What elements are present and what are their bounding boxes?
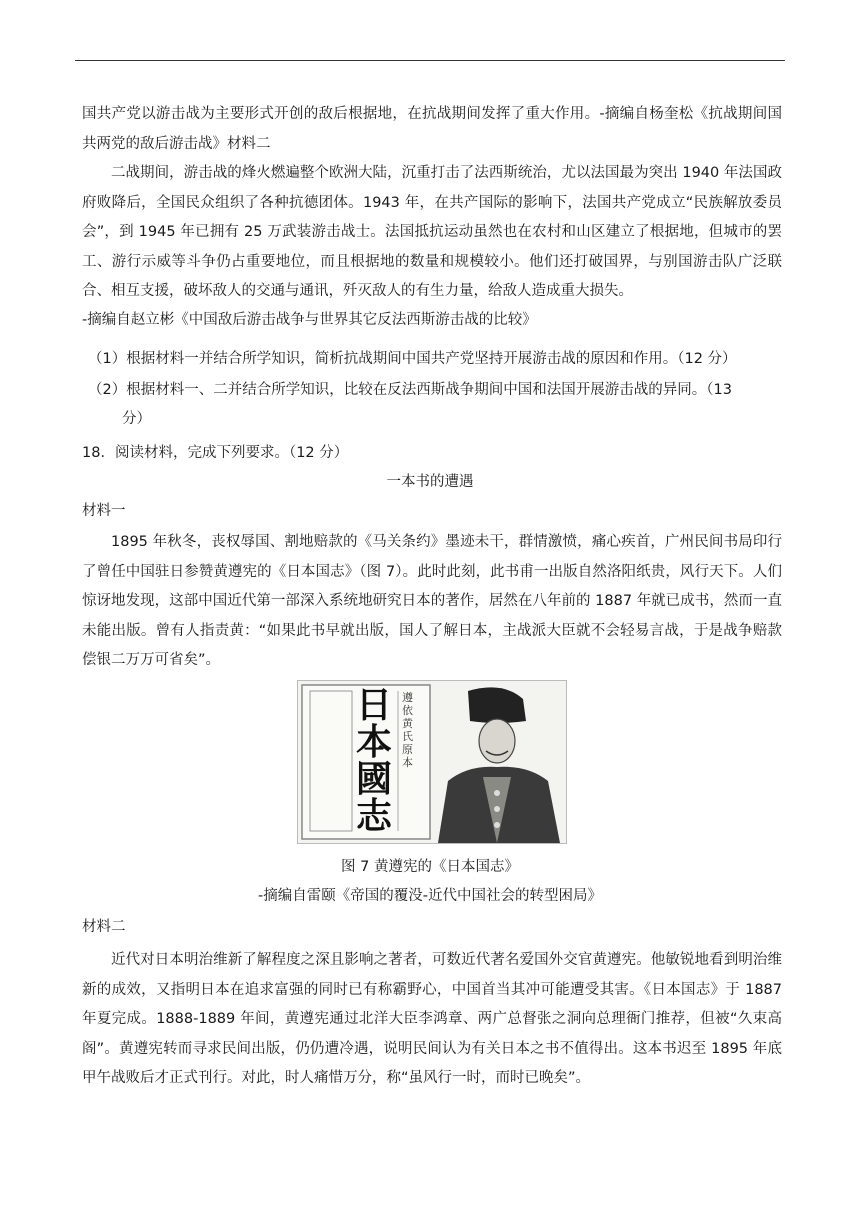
figure-source: -摘编自雷颐《帝国的覆没-近代中国社会的转型困局》 bbox=[258, 888, 602, 904]
material-two-body: 二战期间，游击战的烽火燃遍整个欧洲大陆，沉重打击了法西斯统治，尤以法国最为突出 1940 年法国政府败降后，全国民众组织了各种抗德团体。1943 年，在共产国际的影响下，法国共产党成立“民族解放委员会”，到 1945 年已拥有 25 万武装游击战士。法国抵抗运动虽然也在农村和山区建立了根据地，但城市的罢工、游行示威等斗争仍占重要地位，而且根据地的数量和规模较小。他们还打破国界，与别国游击队广泛联合、相互支援，破坏敌人的交通与通讯，歼灭敌人的有生力量，给敌人造成重大损失。 bbox=[82, 165, 782, 299]
question-2-cont: 分） bbox=[122, 411, 151, 427]
material-one-label: 材料一 bbox=[82, 503, 126, 519]
question-18: 18．阅读材料，完成下列要求。（12 分） bbox=[82, 445, 349, 461]
book-figure bbox=[297, 680, 567, 844]
book-illustration bbox=[298, 681, 566, 843]
book-cover-title: 日本國志 bbox=[356, 684, 393, 837]
book-cover-side: 遵依黄氏原本 bbox=[402, 691, 413, 769]
material-one-body: 1895 年秋冬，丧权辱国、割地赔款的《马关条约》墨迹未干，群情激愤，痛心疾首，广州民间书局印行了曾任中国驻日参赞黄遵宪的《日本国志》（图 7）。此时此刻，此书甫一出版自然洛阳纸贵，风行天下。人们惊讶地发现，这部中国近代第一部深入系统地研究日本的著作，居然在八年前的 1887 年就已成书，然而一直未能出版。曾有人指责黄：“如果此书早就出版，国人了解日本，主战派大臣就不会轻易言战，于是战争赔款偿银二万万可省矣”。 bbox=[82, 534, 782, 668]
figure-caption: 图 7 黄遵宪的《日本国志》 bbox=[341, 859, 519, 875]
material-two-text: 近代对日本明治维新了解程度之深且影响之著者，可数近代著名爱国外交官黄遵宪。他敏锐地看到明治维新的成效，又指明日本在追求富强的同时已有称霸野心，中国首当其冲可能遭受其害。《日本国志》于 1887 年夏完成。1888-1889 年间，黄遵宪通过北洋大臣李鸿章、两广总督张之洞向总理衙门推荐，但被“久束高阁”。黄遵宪转而寻求民间出版，仍仍遭冷遇，说明民间认为有关日本之书不值得出。这本书迟至 1895 年底甲午战败后才正式刊行。对此，时人痛惜万分，称“虽风行一时，而时已晚矣”。 bbox=[82, 952, 782, 1086]
question-2: （2）根据材料一、二并结合所学知识，比较在反法西斯战争期间中国和法国开展游击战的异同。（13 bbox=[88, 382, 732, 398]
material-two-label: 材料二 bbox=[82, 919, 126, 935]
material-two-source: -摘编自赵立彬《中国敌后游击战争与世界其它反法西斯游击战的比较》 bbox=[82, 312, 537, 328]
section-title: 一本书的遭遇 bbox=[386, 474, 474, 490]
material-continuation: 国共产党以游击战为主要形式开创的敌后根据地，在抗战期间发挥了重大作用。-摘编自杨奎松《抗战期间国共两党的敌后游击战》材料二 bbox=[82, 106, 782, 152]
question-1: （1）根据材料一并结合所学知识，简析抗战期间中国共产党坚持开展游击战的原因和作用。（12 分） bbox=[88, 351, 737, 367]
header-rule bbox=[75, 60, 785, 61]
